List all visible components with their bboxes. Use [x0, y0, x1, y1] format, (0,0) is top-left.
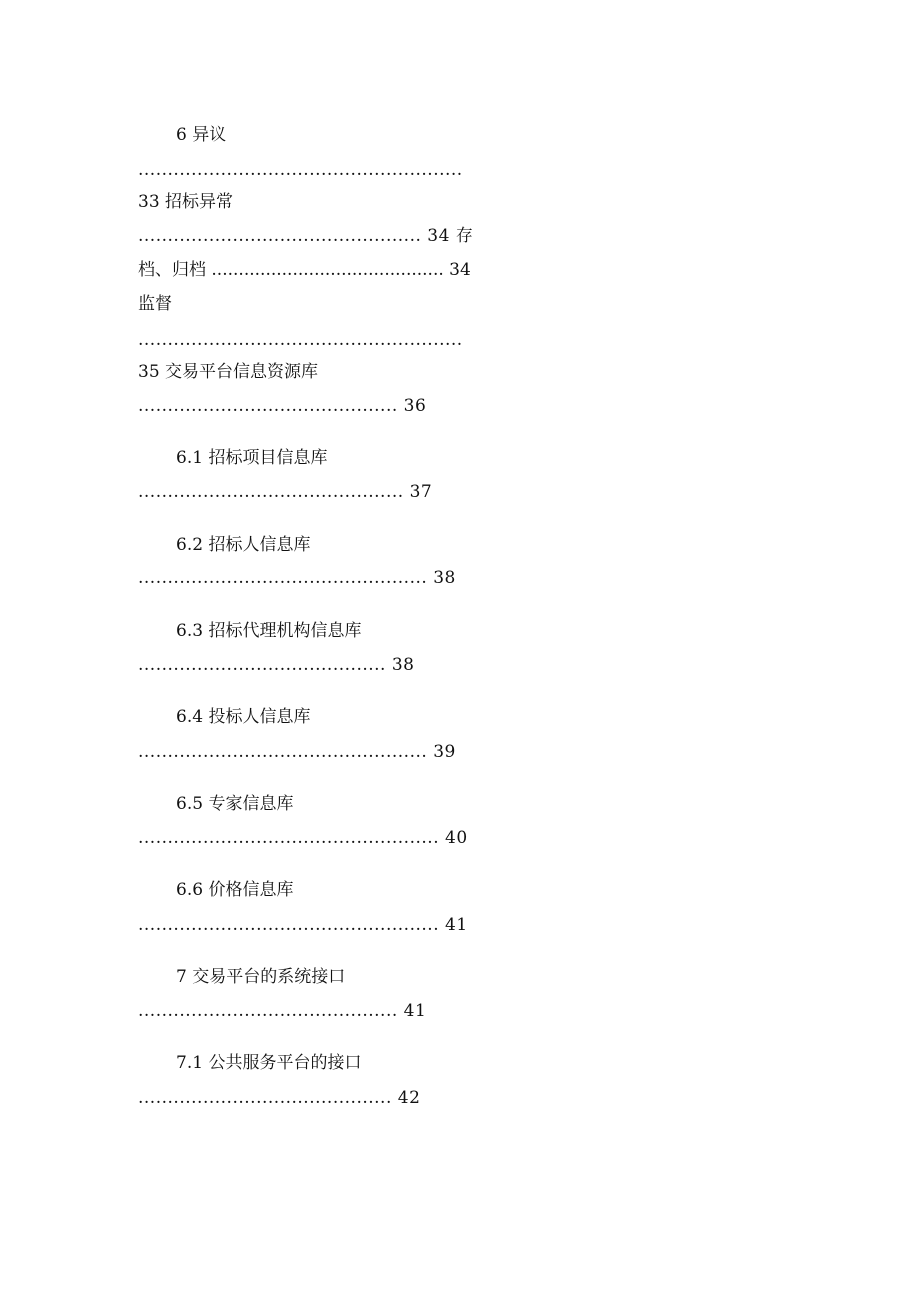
toc-heading-7[interactable]: 7 交易平台的系统接口	[176, 967, 346, 987]
toc-entry-7-1[interactable]: 7.1 公共服务平台的接口	[176, 1053, 362, 1073]
toc-leader-line: ................................................ 34 存	[138, 226, 474, 246]
toc-entry-6-5[interactable]: 6.5 专家信息库	[176, 794, 294, 814]
toc-entry-supervision[interactable]: 监督	[138, 294, 172, 314]
toc-entry-6-2[interactable]: 6.2 招标人信息库	[176, 535, 311, 555]
toc-leader-line: .......................................................	[138, 160, 463, 180]
toc-leader-line: ................................................. 39	[138, 742, 456, 762]
toc-leader-line: ............................................. 37	[138, 482, 433, 502]
toc-leader-line: .......................................... 38	[138, 655, 415, 675]
toc-leader-line: ................................................... 40	[138, 828, 468, 848]
toc-entry-platform-info-repository[interactable]: 35 交易平台信息资源库	[138, 362, 319, 382]
toc-leader-line: ................................................. 38	[138, 568, 456, 588]
toc-leader-line: ........................................... 42	[138, 1088, 421, 1108]
toc-heading-6-objection[interactable]: 6 异议	[176, 125, 227, 145]
toc-entry-6-3[interactable]: 6.3 招标代理机构信息库	[176, 621, 362, 641]
toc-entry-bidding-anomaly[interactable]: 33 招标异常	[138, 192, 234, 212]
toc-leader-line: .......................................................	[138, 330, 463, 350]
toc-leader-line: ............................................ 36	[138, 396, 427, 416]
toc-leader-line: ............................................ 41	[138, 1001, 427, 1021]
toc-entry-archiving[interactable]: 档、归档 ........................................... 34	[138, 260, 471, 280]
toc-leader-line: ................................................... 41	[138, 915, 468, 935]
toc-entry-6-1[interactable]: 6.1 招标项目信息库	[176, 448, 328, 468]
toc-entry-6-6[interactable]: 6.6 价格信息库	[176, 880, 294, 900]
toc-entry-6-4[interactable]: 6.4 投标人信息库	[176, 707, 311, 727]
